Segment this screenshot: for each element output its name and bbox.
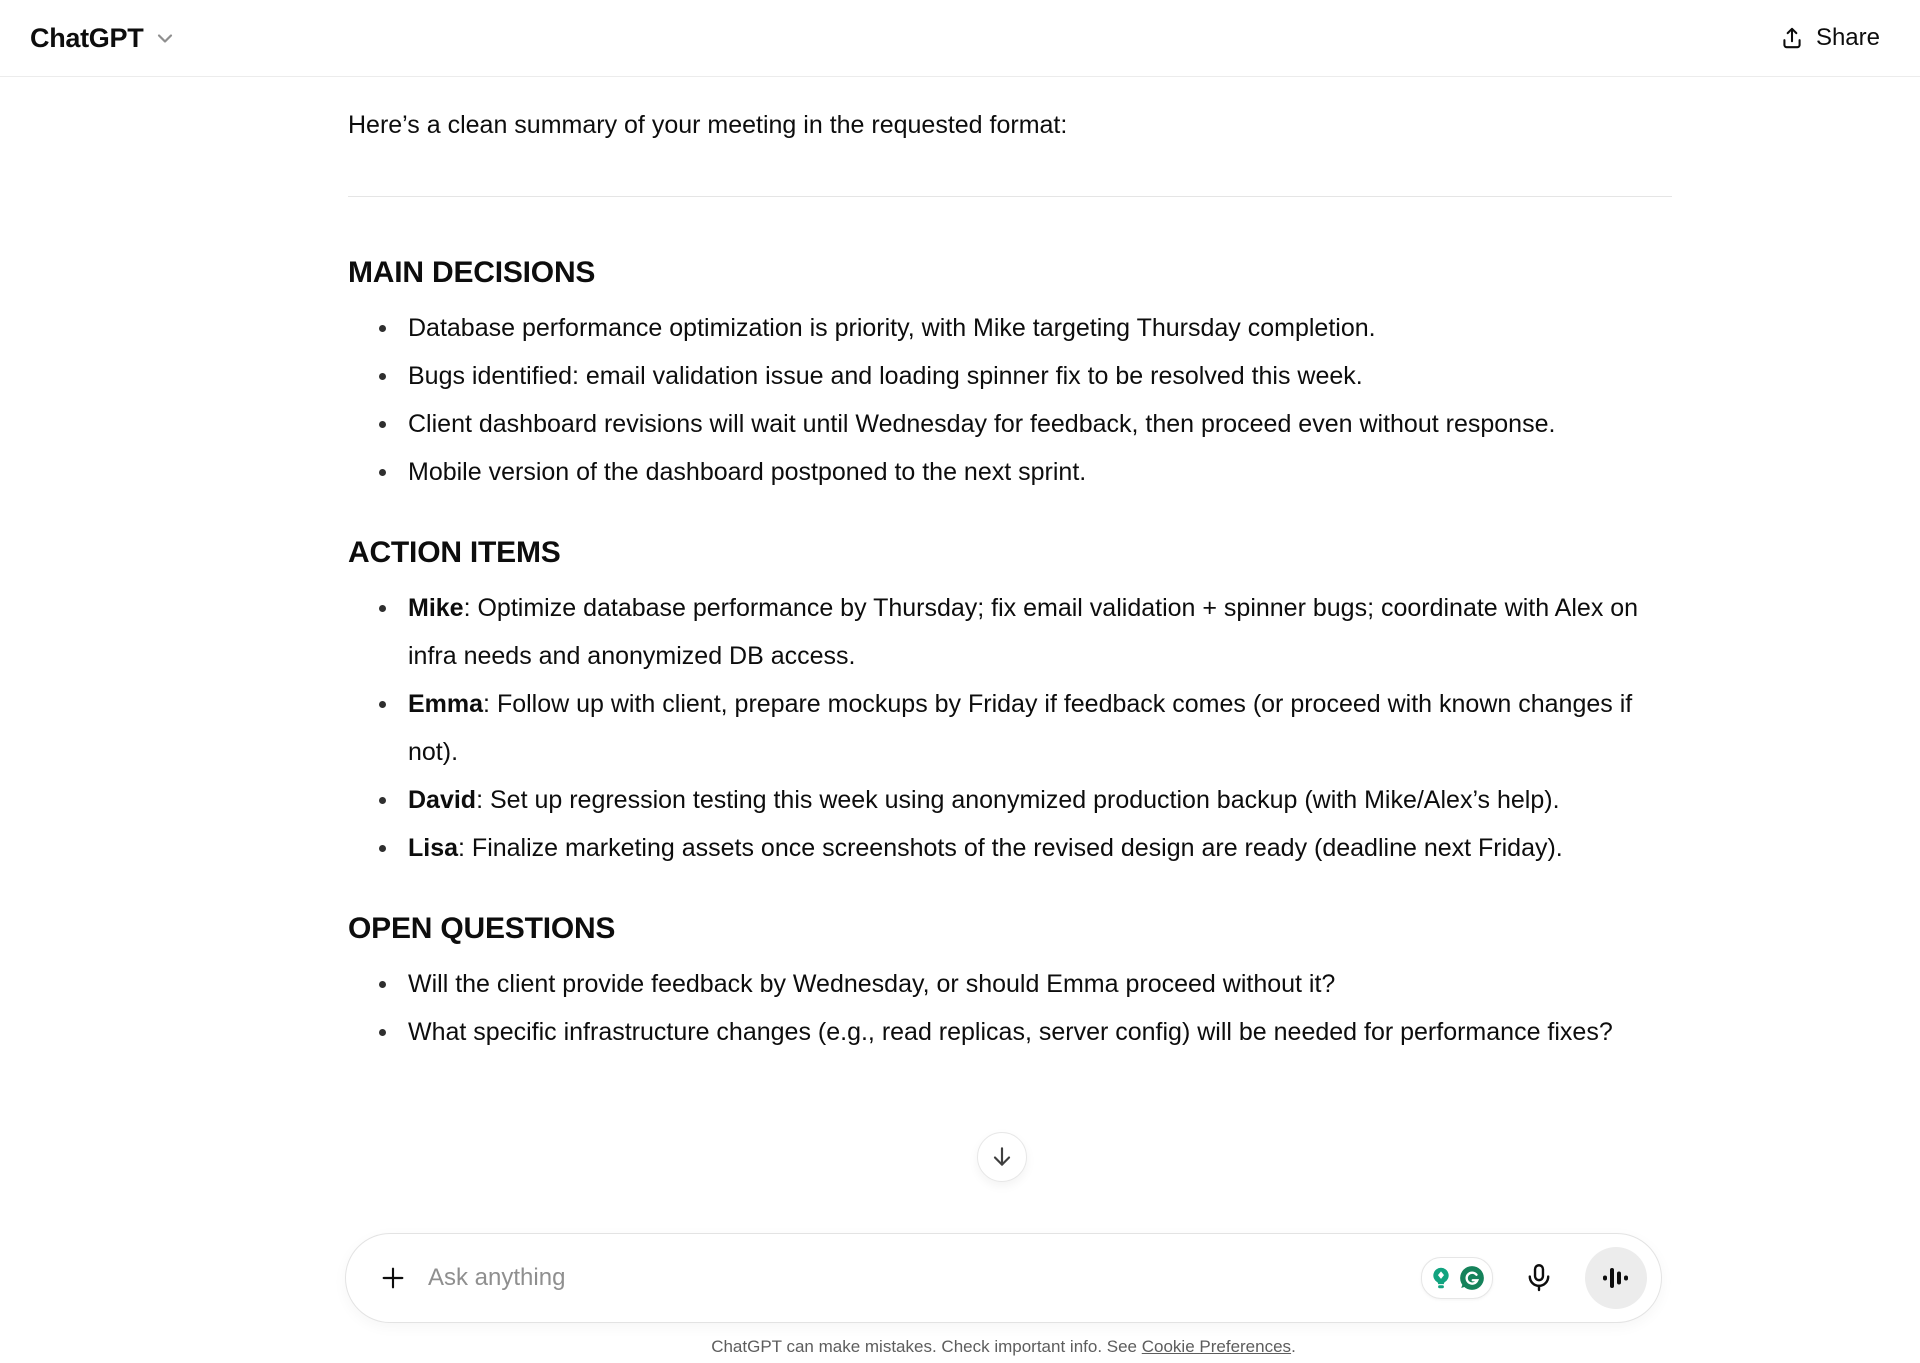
waveform-icon [1599, 1261, 1633, 1295]
list-item: What specific infrastructure changes (e.g., read replicas, server config) will be needed for performance fixes? [348, 1008, 1672, 1056]
dictate-button[interactable] [1517, 1248, 1561, 1308]
grammarly-logo-icon [1457, 1263, 1487, 1293]
list-item: Mike: Optimize database performance by Thursday; fix email validation + spinner bugs; coordinate with Alex on infra needs and anonymized DB access. [348, 584, 1672, 680]
arrow-down-icon [989, 1144, 1015, 1170]
list-item: Mobile version of the dashboard postponed to the next sprint. [348, 448, 1672, 496]
microphone-icon [1522, 1261, 1556, 1295]
message-intro: Here’s a clean summary of your meeting in the requested format: [348, 111, 1068, 139]
message-input[interactable] [426, 1247, 1421, 1309]
disclaimer-period: . [1291, 1337, 1296, 1356]
disclaimer-text: ChatGPT can make mistakes. Check important info. See [711, 1337, 1142, 1356]
assignee-name: David [408, 786, 477, 814]
footer-disclaimer [345, 1336, 1662, 1358]
model-switcher[interactable] [30, 23, 177, 54]
scroll-to-bottom-button[interactable] [977, 1132, 1027, 1182]
share-button[interactable] [1769, 18, 1890, 58]
top-bar [0, 0, 1920, 77]
app-title: ChatGPT [30, 22, 144, 53]
assistant-message [348, 77, 1672, 1056]
assignee-name: Emma [408, 690, 484, 718]
assignee-name: Mike [408, 594, 464, 622]
list-item: Lisa: Finalize marketing assets once screenshots of the revised design are ready (deadline next Friday). [348, 824, 1672, 872]
voice-mode-button[interactable] [1585, 1247, 1647, 1309]
attach-button[interactable] [370, 1255, 416, 1301]
chevron-down-icon [153, 26, 177, 50]
cookie-preferences-link[interactable]: Cookie Preferences [1141, 1337, 1292, 1356]
section-heading-main-decisions: MAIN DECISIONS [348, 256, 596, 289]
section-heading-action-items: ACTION ITEMS [348, 536, 561, 569]
assignee-name: Lisa [408, 834, 459, 862]
share-label: Share [1815, 24, 1880, 51]
lightbulb-sparkle-icon [1427, 1264, 1455, 1292]
composer-actions [1421, 1247, 1647, 1309]
list-item: Emma: Follow up with client, prepare mockups by Friday if feedback comes (or proceed with known changes if not). [348, 680, 1672, 776]
open-questions-list [348, 960, 1672, 1056]
section-heading-open-questions: OPEN QUESTIONS [348, 912, 616, 945]
list-item: Database performance optimization is priority, with Mike targeting Thursday completion. [348, 304, 1672, 352]
list-item: Bugs identified: email validation issue and loading spinner fix to be resolved this week. [348, 352, 1672, 400]
plus-icon [377, 1262, 409, 1294]
list-item: David: Set up regression testing this week using anonymized production backup (with Mike/Alex’s help). [348, 776, 1672, 824]
list-item: Client dashboard revisions will wait until Wednesday for feedback, then proceed even without response. [348, 400, 1672, 448]
action-items-list [348, 584, 1672, 872]
grammarly-extension-button[interactable] [1421, 1257, 1493, 1299]
share-icon [1779, 25, 1805, 51]
main-decisions-list [348, 304, 1672, 496]
section-divider [348, 196, 1672, 197]
list-item: Will the client provide feedback by Wednesday, or should Emma proceed without it? [348, 960, 1672, 1008]
composer [345, 1233, 1662, 1323]
